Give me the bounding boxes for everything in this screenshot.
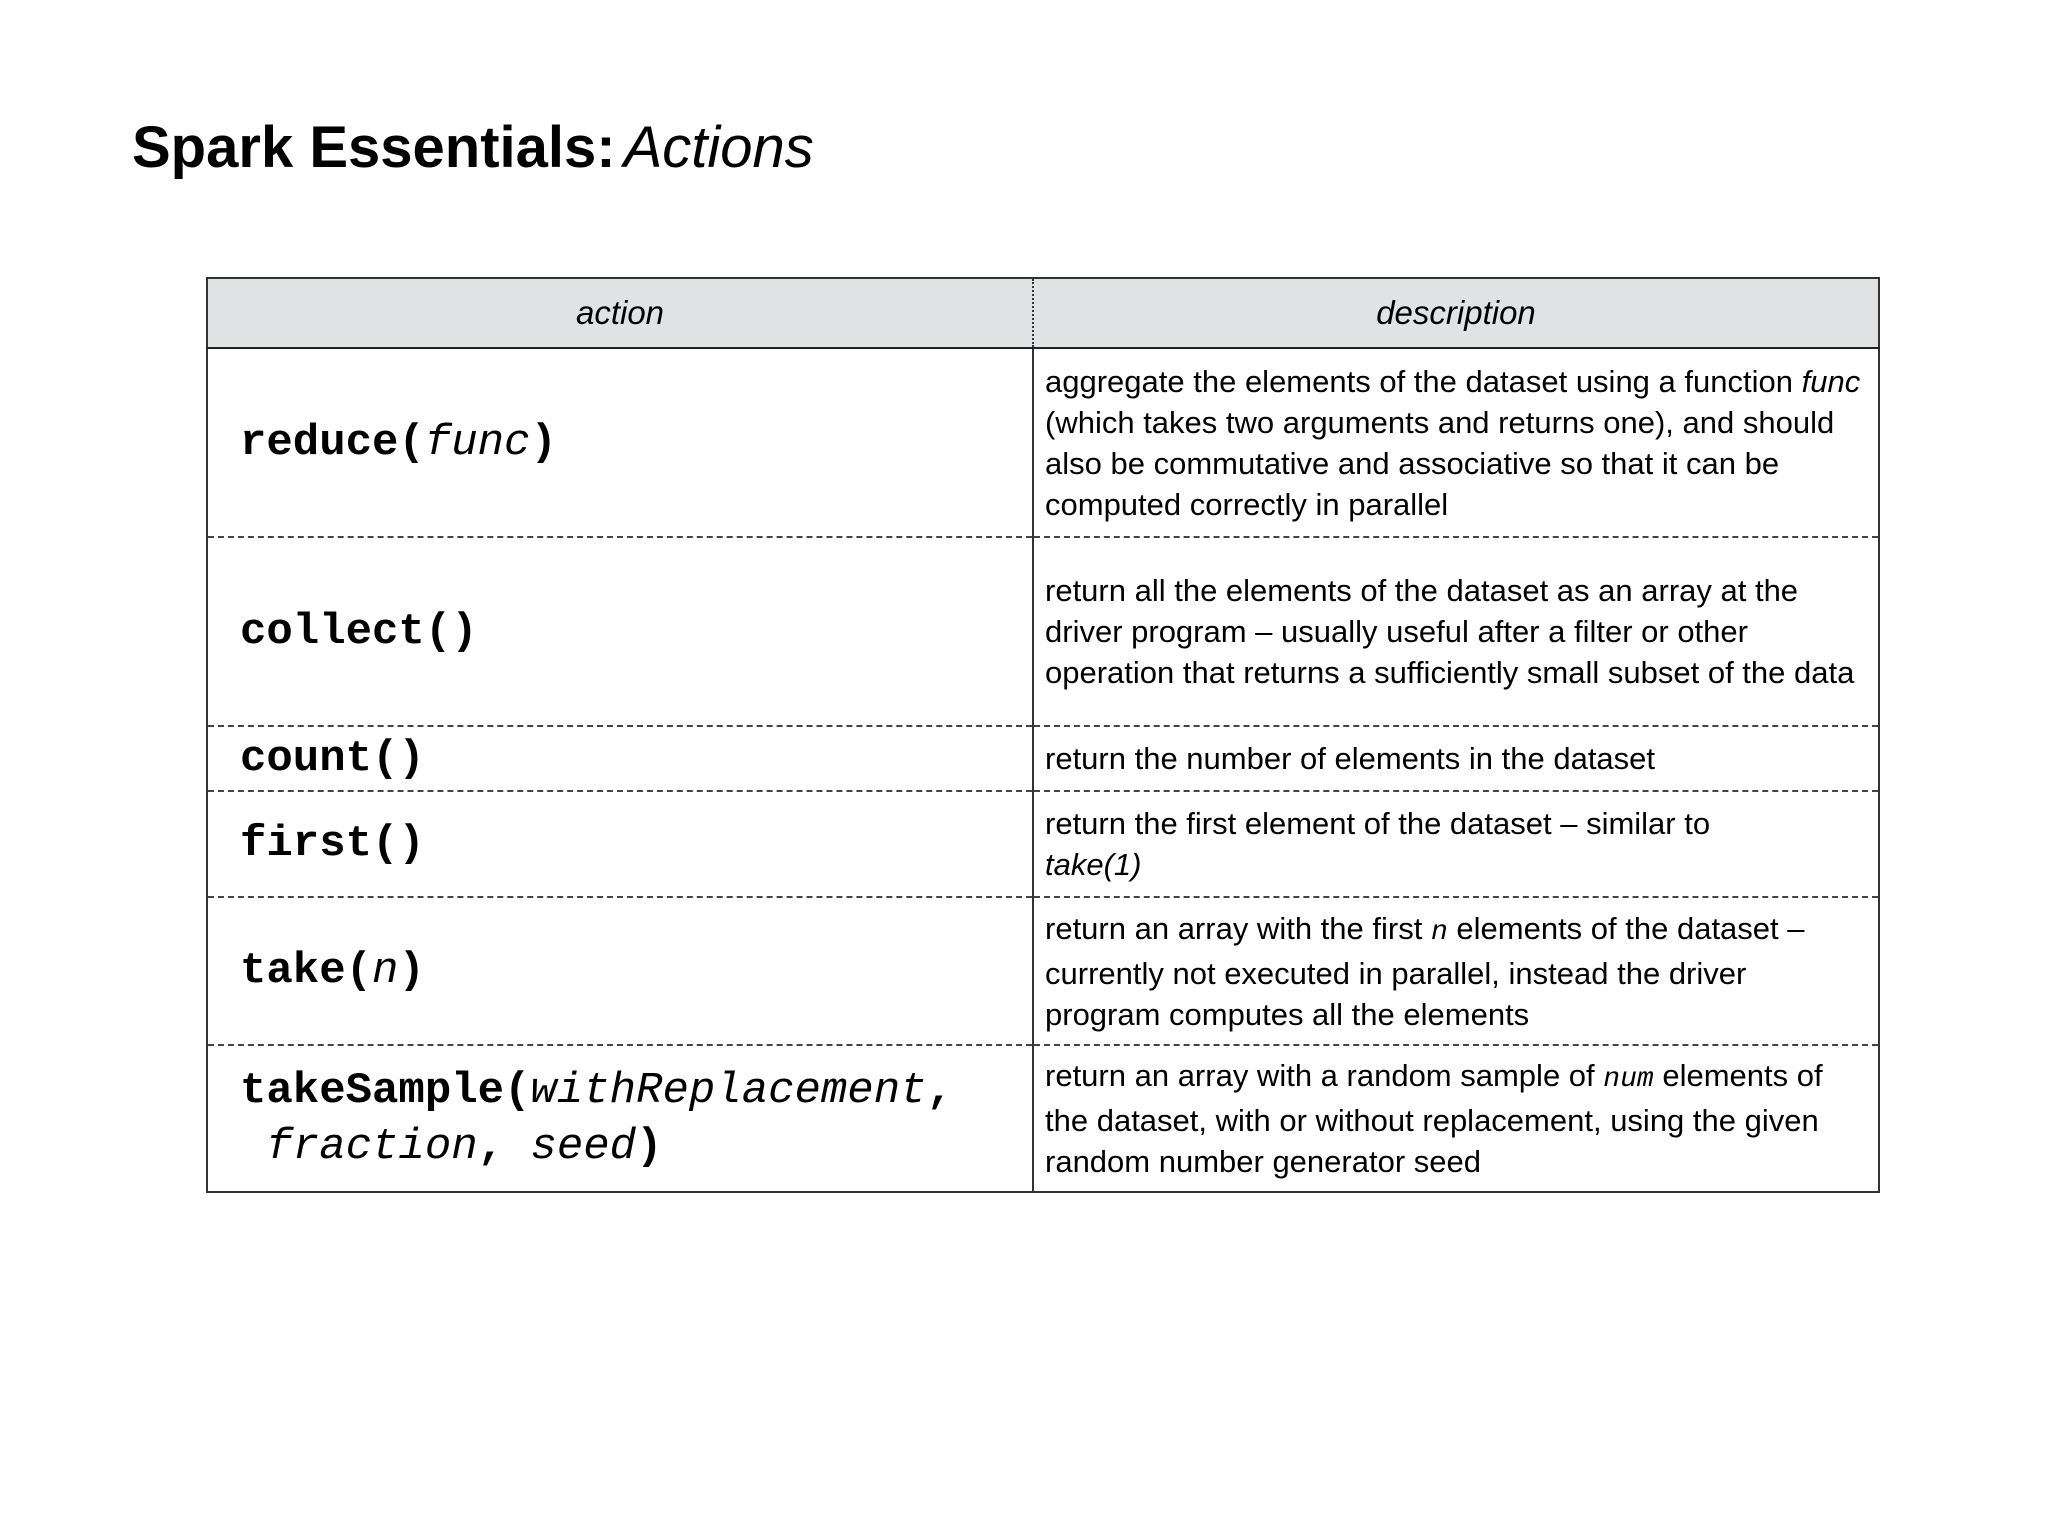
- table-row: [207, 1045, 1879, 1192]
- action-name: count(): [240, 733, 425, 784]
- desc-italic: take(1): [1045, 847, 1142, 882]
- desc-post: elements of the dataset – currently not executed in parallel, instead the driver program computes all the elements: [1045, 910, 1805, 1032]
- action-args-line1: withReplacement: [530, 1065, 927, 1116]
- desc-post: elements of the dataset, with or without replacement, using the given random number generator seed: [1045, 1058, 1823, 1179]
- desc-text: return the number of elements in the dataset: [1045, 741, 1656, 776]
- desc-pre: return the first element of the dataset – similar to: [1045, 806, 1711, 841]
- table-row: [207, 537, 1879, 726]
- table-row: [207, 897, 1879, 1045]
- action-name: reduce(: [240, 417, 425, 468]
- action-cell: [207, 348, 1033, 537]
- description-cell: [1033, 897, 1879, 1045]
- description-cell: [1033, 791, 1879, 897]
- title-bold: Spark Essentials:: [132, 115, 616, 180]
- action-cell: [207, 791, 1033, 897]
- header-description: description: [1033, 278, 1879, 348]
- action-args: n: [372, 946, 399, 996]
- action-cell: [207, 537, 1033, 726]
- table-row: [207, 726, 1879, 791]
- action-close: ): [636, 1121, 663, 1172]
- title-italic: Actions: [623, 115, 814, 180]
- page-title: [132, 108, 814, 188]
- action-name: first(): [240, 819, 425, 869]
- actions-table: [206, 277, 1880, 1193]
- action-args: func: [424, 417, 531, 468]
- table-row: [207, 791, 1879, 897]
- header-action: action: [207, 278, 1033, 348]
- action-comma: ,: [477, 1121, 505, 1172]
- desc-pre: return an array with a random sample of: [1045, 1058, 1595, 1093]
- action-cell: [207, 1045, 1033, 1192]
- action-close: ): [398, 946, 425, 996]
- description-cell: [1033, 726, 1879, 791]
- action-close: ): [530, 417, 557, 468]
- description-cell: [1033, 348, 1879, 537]
- action-cell: [207, 897, 1033, 1045]
- action-args-line2a: fraction: [266, 1121, 478, 1172]
- desc-post: (which takes two arguments and returns one), and should also be commutative and associative so that it can be computed correctly in parallel: [1045, 404, 1835, 522]
- action-cell: [207, 726, 1033, 791]
- desc-mono: num: [1603, 1064, 1654, 1095]
- action-comma: ,: [926, 1065, 953, 1116]
- action-name: take(: [240, 946, 373, 996]
- action-args-line2b: seed: [530, 1121, 637, 1172]
- description-cell: [1033, 537, 1879, 726]
- action-name: takeSample(: [240, 1065, 531, 1116]
- desc-italic: func: [1801, 363, 1861, 399]
- table-row: [207, 348, 1879, 537]
- desc-pre: return an array with the first: [1045, 910, 1423, 946]
- desc-mono: n: [1430, 916, 1448, 948]
- desc-pre: aggregate the elements of the dataset using a function: [1045, 363, 1793, 399]
- action-name: collect(): [240, 606, 478, 657]
- description-cell: [1033, 1045, 1879, 1192]
- desc-text: return all the elements of the dataset as an array at the driver program – usually useful after a filter or other operation that returns a sufficiently small subset of the data: [1045, 573, 1855, 690]
- table-header-row: [207, 278, 1879, 348]
